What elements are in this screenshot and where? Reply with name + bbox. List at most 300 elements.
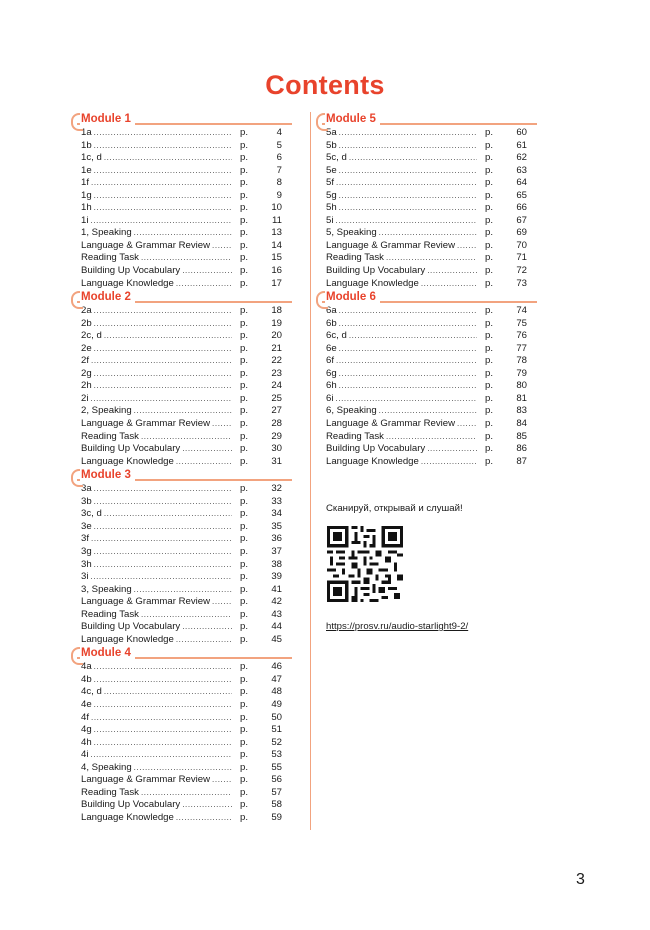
toc-page-prefix: p. xyxy=(240,227,249,239)
toc-page-prefix: p. xyxy=(240,583,249,595)
toc-page-prefix: p. xyxy=(240,799,249,811)
module-section xyxy=(77,468,282,646)
toc-entry[interactable] xyxy=(322,278,527,291)
toc-entry[interactable] xyxy=(77,252,282,265)
toc-entry[interactable] xyxy=(77,787,282,800)
toc-entry-label: Building Up Vocabulary xyxy=(81,621,181,633)
toc-page-number: 13 xyxy=(271,227,282,239)
toc-page-prefix: p. xyxy=(240,749,249,761)
toc-entry[interactable] xyxy=(322,227,527,240)
toc-entry-label: Language & Grammar Review xyxy=(326,418,456,430)
toc-leader-dots xyxy=(94,380,232,393)
toc-entry[interactable] xyxy=(77,140,282,153)
toc-entry-label: Language & Grammar Review xyxy=(326,239,456,251)
toc-leader-dots xyxy=(212,596,232,609)
toc-entry[interactable] xyxy=(77,661,282,674)
toc-leader-dots xyxy=(141,431,232,444)
toc-page-number: 83 xyxy=(516,405,527,417)
toc-entry[interactable] xyxy=(322,456,527,469)
toc-entry[interactable] xyxy=(77,278,282,291)
toc-entry-label: 1a xyxy=(81,127,92,138)
toc-entry[interactable] xyxy=(77,762,282,775)
toc-entry-label: 5e xyxy=(326,164,337,176)
toc-entry-label: 2h xyxy=(81,380,92,392)
toc-entry[interactable] xyxy=(77,355,282,368)
toc-page-number: 8 xyxy=(276,177,282,189)
toc-entry-label: 1, Speaking xyxy=(81,227,132,239)
toc-entry-label: 6a xyxy=(326,305,337,317)
toc-entry-label: 3i xyxy=(81,571,89,583)
module-section xyxy=(77,646,282,824)
page-number: 3 xyxy=(576,871,585,888)
toc-leader-dots xyxy=(176,812,232,825)
toc-entry[interactable] xyxy=(77,686,282,699)
toc-page-prefix: p. xyxy=(240,443,249,455)
toc-entry[interactable] xyxy=(77,596,282,609)
toc-page-number: 55 xyxy=(271,761,282,773)
toc-entry[interactable] xyxy=(77,318,282,331)
toc-entry-label: 1b xyxy=(81,139,92,151)
toc-page-number: 45 xyxy=(271,633,282,645)
toc-page-prefix: p. xyxy=(485,405,494,417)
toc-entry-label: 5g xyxy=(326,189,337,201)
toc-leader-dots xyxy=(94,305,232,318)
toc-page-prefix: p. xyxy=(485,330,494,342)
toc-page-number: 41 xyxy=(271,583,282,595)
toc-entry-label: Reading Task xyxy=(81,786,139,798)
toc-leader-dots xyxy=(94,165,232,178)
toc-page-prefix: p. xyxy=(240,633,249,645)
toc-page-prefix: p. xyxy=(240,392,249,404)
toc-leader-dots xyxy=(94,699,232,712)
toc-leader-dots xyxy=(339,165,477,178)
toc-page-prefix: p. xyxy=(485,317,494,329)
toc-page-prefix: p. xyxy=(240,774,249,786)
toc-page-prefix: p. xyxy=(240,139,249,151)
toc-entry[interactable] xyxy=(77,496,282,509)
toc-page-prefix: p. xyxy=(485,202,494,214)
toc-entry[interactable] xyxy=(77,127,282,140)
toc-entry-label: Language Knowledge xyxy=(326,455,419,467)
toc-page-number: 37 xyxy=(271,545,282,557)
module-heading xyxy=(71,468,282,482)
toc-page-prefix: p. xyxy=(240,724,249,736)
toc-page-number: 71 xyxy=(516,252,527,264)
toc-page-number: 58 xyxy=(271,799,282,811)
toc-entry[interactable] xyxy=(322,177,527,190)
toc-page-number: 60 xyxy=(516,127,527,138)
toc-entry[interactable] xyxy=(322,165,527,178)
toc-leader-dots xyxy=(104,330,232,343)
toc-leader-dots xyxy=(94,674,232,687)
toc-entry[interactable] xyxy=(77,305,282,318)
toc-page-prefix: p. xyxy=(240,342,249,354)
toc-page-prefix: p. xyxy=(240,698,249,710)
toc-leader-dots xyxy=(134,584,232,597)
toc-page-prefix: p. xyxy=(240,686,249,698)
toc-entry[interactable] xyxy=(77,533,282,546)
toc-page-number: 70 xyxy=(516,239,527,251)
toc-entry-label: 4b xyxy=(81,673,92,685)
toc-entry-label: Reading Task xyxy=(81,252,139,264)
toc-entry-label: Building Up Vocabulary xyxy=(81,443,181,455)
toc-page-prefix: p. xyxy=(240,177,249,189)
toc-page-number: 20 xyxy=(271,330,282,342)
toc-page-number: 85 xyxy=(516,430,527,442)
toc-leader-dots xyxy=(94,368,232,381)
toc-entry[interactable] xyxy=(322,305,527,318)
toc-entry[interactable] xyxy=(322,202,527,215)
toc-page-prefix: p. xyxy=(240,265,249,277)
toc-page-prefix: p. xyxy=(240,736,249,748)
toc-page-number: 16 xyxy=(271,265,282,277)
toc-page-prefix: p. xyxy=(485,139,494,151)
toc-leader-dots xyxy=(90,749,232,762)
toc-entry[interactable] xyxy=(77,405,282,418)
toc-page-prefix: p. xyxy=(485,152,494,164)
toc-page-number: 77 xyxy=(516,342,527,354)
toc-leader-dots xyxy=(94,190,232,203)
toc-page-number: 29 xyxy=(271,430,282,442)
toc-page-prefix: p. xyxy=(240,596,249,608)
module-section xyxy=(322,290,527,468)
module-title: Module 3 xyxy=(80,468,135,482)
toc-leader-dots xyxy=(176,634,232,647)
toc-page-prefix: p. xyxy=(240,430,249,442)
toc-leader-dots xyxy=(427,265,477,278)
toc-entry-label: Reading Task xyxy=(81,608,139,620)
toc-page-number: 10 xyxy=(271,202,282,214)
toc-page-number: 15 xyxy=(271,252,282,264)
toc-entry[interactable] xyxy=(77,418,282,431)
toc-leader-dots xyxy=(90,571,232,584)
toc-page-number: 51 xyxy=(271,724,282,736)
toc-page-prefix: p. xyxy=(485,455,494,467)
toc-page-prefix: p. xyxy=(240,455,249,467)
module-heading xyxy=(316,290,527,304)
toc-entry[interactable] xyxy=(77,571,282,584)
toc-leader-dots xyxy=(457,418,477,431)
toc-entry[interactable] xyxy=(77,621,282,634)
toc-entry[interactable] xyxy=(77,674,282,687)
toc-entry-label: Reading Task xyxy=(326,430,384,442)
toc-page-number: 17 xyxy=(271,277,282,289)
toc-page-number: 66 xyxy=(516,202,527,214)
toc-entry[interactable] xyxy=(322,343,527,356)
toc-page-number: 52 xyxy=(271,736,282,748)
module-title: Module 4 xyxy=(80,646,135,660)
toc-entry[interactable] xyxy=(77,202,282,215)
toc-page-prefix: p. xyxy=(240,621,249,633)
toc-leader-dots xyxy=(212,774,232,787)
toc-page-prefix: p. xyxy=(240,418,249,430)
module-heading xyxy=(71,646,282,660)
toc-entry[interactable] xyxy=(77,165,282,178)
toc-page-prefix: p. xyxy=(240,811,249,823)
toc-entry-label: 1c, d xyxy=(81,152,102,164)
toc-entry[interactable] xyxy=(322,190,527,203)
toc-entry[interactable] xyxy=(77,177,282,190)
toc-entry-label: 1i xyxy=(81,214,89,226)
toc-page-number: 59 xyxy=(271,811,282,823)
toc-entry-label: 4e xyxy=(81,698,92,710)
toc-entry-label: 4c, d xyxy=(81,686,102,698)
toc-entry[interactable] xyxy=(77,812,282,825)
toc-entry[interactable] xyxy=(77,712,282,725)
toc-entry[interactable] xyxy=(322,140,527,153)
toc-entry[interactable] xyxy=(77,215,282,228)
toc-entry[interactable] xyxy=(77,483,282,496)
toc-entry[interactable] xyxy=(77,152,282,165)
toc-entry[interactable] xyxy=(322,240,527,253)
toc-page-prefix: p. xyxy=(485,227,494,239)
toc-page-prefix: p. xyxy=(240,214,249,226)
toc-entry[interactable] xyxy=(77,431,282,444)
toc-entry[interactable] xyxy=(77,368,282,381)
toc-leader-dots xyxy=(90,215,232,228)
toc-page-prefix: p. xyxy=(485,189,494,201)
toc-leader-dots xyxy=(91,712,232,725)
toc-page-number: 25 xyxy=(271,392,282,404)
toc-page-prefix: p. xyxy=(240,545,249,557)
toc-page-number: 28 xyxy=(271,418,282,430)
toc-entry-label: 2b xyxy=(81,317,92,329)
toc-page-prefix: p. xyxy=(240,661,249,673)
toc-leader-dots xyxy=(339,305,477,318)
toc-page-number: 35 xyxy=(271,520,282,532)
toc-page-prefix: p. xyxy=(240,164,249,176)
toc-leader-dots xyxy=(339,190,477,203)
toc-entry[interactable] xyxy=(322,418,527,431)
toc-leader-dots xyxy=(91,533,232,546)
toc-entry[interactable] xyxy=(77,559,282,572)
module-section xyxy=(77,112,282,290)
toc-entry[interactable] xyxy=(77,456,282,469)
toc-page-prefix: p. xyxy=(240,508,249,520)
qr-code-icon[interactable] xyxy=(327,526,403,602)
toc-leader-dots xyxy=(94,343,232,356)
toc-entry[interactable] xyxy=(322,330,527,343)
toc-leader-dots xyxy=(94,661,232,674)
toc-entry[interactable] xyxy=(322,405,527,418)
toc-page-number: 47 xyxy=(271,673,282,685)
toc-leader-dots xyxy=(176,456,232,469)
toc-entry[interactable] xyxy=(77,393,282,406)
toc-leader-dots xyxy=(457,240,477,253)
toc-entry-label: Building Up Vocabulary xyxy=(81,799,181,811)
toc-entry-label: Reading Task xyxy=(326,252,384,264)
toc-entry[interactable] xyxy=(77,190,282,203)
toc-page-prefix: p. xyxy=(485,164,494,176)
toc-page-prefix: p. xyxy=(240,127,249,138)
toc-leader-dots xyxy=(336,177,477,190)
toc-entry[interactable] xyxy=(322,318,527,331)
toc-entry-label: 4, Speaking xyxy=(81,761,132,773)
toc-page-prefix: p. xyxy=(485,177,494,189)
toc-entry-label: 6i xyxy=(326,392,334,404)
toc-entry-label: Language Knowledge xyxy=(81,277,174,289)
toc-leader-dots xyxy=(91,355,232,368)
toc-page-prefix: p. xyxy=(485,418,494,430)
toc-entry[interactable] xyxy=(77,521,282,534)
toc-leader-dots xyxy=(94,559,232,572)
toc-entry-label: 3f xyxy=(81,533,90,545)
toc-page-prefix: p. xyxy=(485,392,494,404)
toc-page-prefix: p. xyxy=(240,367,249,379)
toc-entry-label: 2a xyxy=(81,305,92,317)
toc-page-number: 69 xyxy=(516,227,527,239)
toc-entry-label: 4g xyxy=(81,724,92,736)
toc-leader-dots xyxy=(141,252,232,265)
toc-page-prefix: p. xyxy=(240,673,249,685)
toc-entry[interactable] xyxy=(322,355,527,368)
toc-leader-dots xyxy=(94,521,232,534)
toc-entry[interactable] xyxy=(77,584,282,597)
toc-leader-dots xyxy=(91,177,232,190)
toc-entry[interactable] xyxy=(322,127,527,140)
toc-page-number: 19 xyxy=(271,317,282,329)
toc-entry-label: 2c, d xyxy=(81,330,102,342)
toc-leader-dots xyxy=(339,140,477,153)
toc-entry[interactable] xyxy=(77,774,282,787)
toc-leader-dots xyxy=(104,686,232,699)
toc-entry[interactable] xyxy=(77,508,282,521)
toc-page-prefix: p. xyxy=(485,239,494,251)
toc-entry-label: 3a xyxy=(81,483,92,495)
toc-entry[interactable] xyxy=(322,265,527,278)
toc-entry[interactable] xyxy=(322,252,527,265)
toc-page-number: 21 xyxy=(271,342,282,354)
toc-page-prefix: p. xyxy=(240,189,249,201)
toc-leader-dots xyxy=(212,240,232,253)
module-title: Module 6 xyxy=(325,290,380,304)
toc-page-number: 9 xyxy=(276,189,282,201)
toc-entry-label: Language & Grammar Review xyxy=(81,596,211,608)
toc-entry[interactable] xyxy=(77,699,282,712)
toc-entry[interactable] xyxy=(77,749,282,762)
toc-entry[interactable] xyxy=(77,634,282,647)
toc-leader-dots xyxy=(335,393,477,406)
toc-entry[interactable] xyxy=(322,380,527,393)
toc-entry[interactable] xyxy=(322,152,527,165)
toc-entry[interactable] xyxy=(322,393,527,406)
toc-page-prefix: p. xyxy=(240,355,249,367)
toc-leader-dots xyxy=(339,368,477,381)
toc-page-number: 36 xyxy=(271,533,282,545)
toc-leader-dots xyxy=(421,278,477,291)
audio-link[interactable]: https://prosv.ru/audio-starlight9-2/ xyxy=(326,621,469,632)
toc-entry-label: 6h xyxy=(326,380,337,392)
module-heading xyxy=(71,290,282,304)
toc-leader-dots xyxy=(212,418,232,431)
toc-entry-label: 3g xyxy=(81,545,92,557)
toc-page-prefix: p. xyxy=(485,443,494,455)
toc-entry-label: Language & Grammar Review xyxy=(81,418,211,430)
toc-leader-dots xyxy=(94,724,232,737)
toc-entry-label: 6f xyxy=(326,355,335,367)
module-section xyxy=(77,290,282,468)
toc-entry-label: 5i xyxy=(326,214,334,226)
toc-page-number: 44 xyxy=(271,621,282,633)
toc-page-prefix: p. xyxy=(485,305,494,317)
toc-entry-label: 2e xyxy=(81,342,92,354)
toc-page-prefix: p. xyxy=(240,495,249,507)
toc-page-number: 84 xyxy=(516,418,527,430)
toc-entry[interactable] xyxy=(77,799,282,812)
toc-entry-label: 1f xyxy=(81,177,90,189)
toc-entry-label: 5f xyxy=(326,177,335,189)
toc-entry[interactable] xyxy=(77,737,282,750)
toc-entry[interactable] xyxy=(77,546,282,559)
scan-caption: Сканируй, открывай и слушай! xyxy=(326,503,463,514)
toc-page-number: 63 xyxy=(516,164,527,176)
toc-entry-label: 2g xyxy=(81,367,92,379)
toc-entry-label: 6b xyxy=(326,317,337,329)
toc-entry-label: 3h xyxy=(81,558,92,570)
toc-page-prefix: p. xyxy=(240,277,249,289)
page-title: Contents xyxy=(265,70,385,100)
toc-entry[interactable] xyxy=(77,330,282,343)
toc-entry[interactable] xyxy=(77,724,282,737)
toc-entry-label: Language Knowledge xyxy=(81,633,174,645)
toc-page-number: 57 xyxy=(271,786,282,798)
toc-entry[interactable] xyxy=(77,240,282,253)
toc-entry[interactable] xyxy=(77,443,282,456)
toc-entry-label: Building Up Vocabulary xyxy=(326,443,426,455)
toc-page-prefix: p. xyxy=(485,252,494,264)
module-section xyxy=(322,112,527,290)
toc-page-number: 62 xyxy=(516,152,527,164)
toc-entry-label: 4i xyxy=(81,749,89,761)
toc-leader-dots xyxy=(336,355,477,368)
toc-leader-dots xyxy=(176,278,232,291)
toc-leader-dots xyxy=(182,621,232,634)
toc-entry-label: Language Knowledge xyxy=(81,811,174,823)
toc-leader-dots xyxy=(427,443,477,456)
toc-leader-dots xyxy=(94,127,232,140)
module-title: Module 2 xyxy=(80,290,135,304)
toc-entry-label: 4h xyxy=(81,736,92,748)
toc-page-number: 53 xyxy=(271,749,282,761)
toc-leader-dots xyxy=(386,431,477,444)
toc-page-number: 34 xyxy=(271,508,282,520)
toc-page-number: 87 xyxy=(516,455,527,467)
toc-page-prefix: p. xyxy=(240,330,249,342)
toc-page-prefix: p. xyxy=(485,367,494,379)
toc-entry[interactable] xyxy=(322,443,527,456)
toc-entry[interactable] xyxy=(322,368,527,381)
toc-leader-dots xyxy=(386,252,477,265)
toc-entry-label: 5, Speaking xyxy=(326,227,377,239)
toc-entry-label: 5c, d xyxy=(326,152,347,164)
toc-entry-label: Building Up Vocabulary xyxy=(81,265,181,277)
toc-entry[interactable] xyxy=(77,227,282,240)
toc-entry[interactable] xyxy=(322,431,527,444)
toc-entry-label: Building Up Vocabulary xyxy=(326,265,426,277)
toc-entry-label: 3c, d xyxy=(81,508,102,520)
toc-page-number: 73 xyxy=(516,277,527,289)
toc-entry[interactable] xyxy=(77,343,282,356)
toc-entry-label: 3, Speaking xyxy=(81,583,132,595)
toc-entry[interactable] xyxy=(77,265,282,278)
toc-page-prefix: p. xyxy=(240,305,249,317)
toc-entry[interactable] xyxy=(77,380,282,393)
toc-entry[interactable] xyxy=(77,609,282,622)
toc-entry-label: 3e xyxy=(81,520,92,532)
toc-entry[interactable] xyxy=(322,215,527,228)
toc-leader-dots xyxy=(339,318,477,331)
toc-page-prefix: p. xyxy=(485,127,494,138)
